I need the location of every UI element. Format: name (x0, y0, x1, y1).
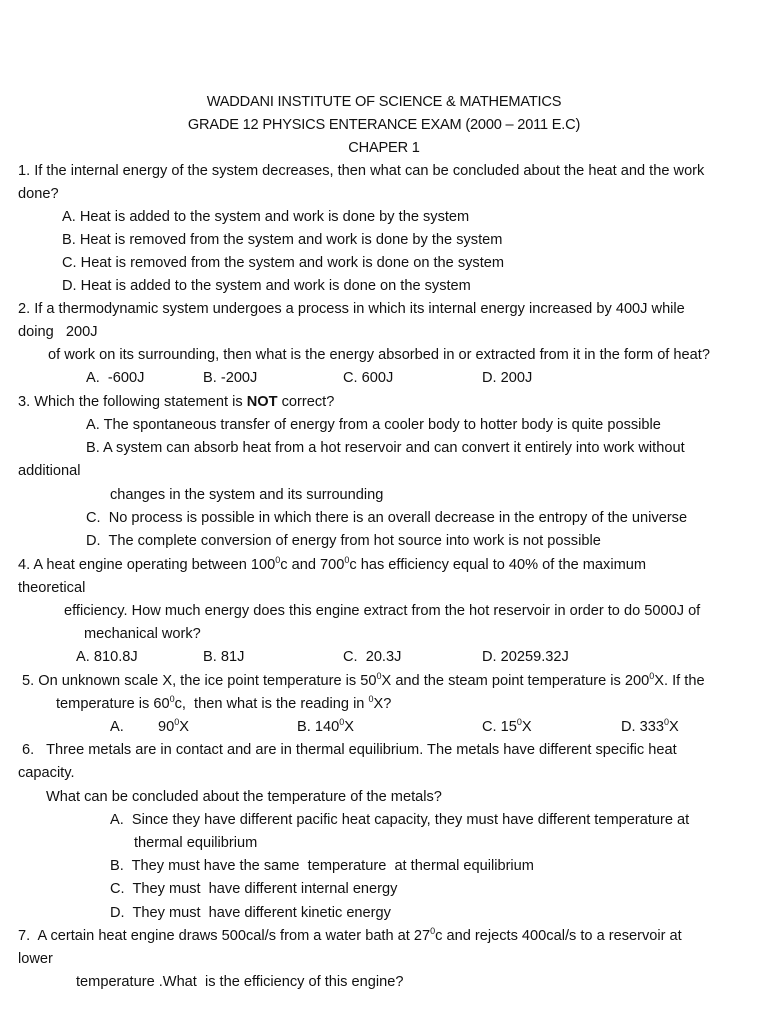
q5-line2-sup1: 0 (169, 694, 175, 704)
q5-option-b-unit: X (344, 719, 354, 735)
q7-text-line1 (18, 927, 682, 945)
q5-line2-sup2: 0 (368, 694, 374, 704)
q6-option-b: B. They must have the same temperature at thermal equilibrium (110, 858, 534, 874)
q4-degree-sup2: 0 (344, 555, 350, 565)
q4-text-part3: c has efficiency equal to 40% of the maximum (349, 557, 646, 573)
q2-option-a: A. -600J (86, 370, 145, 386)
q5-option-b-value: B. 140 (297, 719, 340, 735)
q5-degree-sup2: 0 (649, 671, 655, 681)
exam-title: GRADE 12 PHYSICS ENTERANCE EXAM (2000 – 2011 E.C) (187, 117, 581, 133)
q5-degree-sup1: 0 (376, 671, 382, 681)
q2-text-line1: 2. If a thermodynamic system undergoes a process in which its internal energy increased by 400J while (18, 301, 685, 317)
q5-option-b (297, 718, 354, 736)
q5-option-d (621, 718, 679, 736)
q3-option-c: C. No process is possible in which there is an overall decrease in the entropy of the universe (86, 510, 688, 526)
q6-text-line2: capacity. (18, 765, 75, 781)
q2-option-c: C. 600J (343, 370, 394, 386)
q4-text-part1: 4. A heat engine operating between 100 (18, 557, 276, 573)
q6-option-d: D. They must have different kinetic energy (110, 905, 391, 921)
q6-option-c: C. They must have different internal energy (110, 881, 398, 897)
q5-option-a (158, 718, 189, 736)
q3-option-b-line1: B. A system can absorb heat from a hot reservoir and can convert it entirely into work without (86, 440, 685, 456)
q7-text-part2: c and rejects 400cal/s to a reservoir at (435, 928, 682, 944)
q5-text-line2 (56, 695, 391, 713)
institute-title: WADDANI INSTITUTE OF SCIENCE & MATHEMATICS (206, 94, 562, 110)
q3-text-pre: 3. Which the following statement is (18, 394, 247, 410)
q7-degree-sup1: 0 (430, 926, 436, 936)
q4-option-b: B. 81J (203, 649, 245, 665)
q1-text-line1: 1. If the internal energy of the system decreases, then what can be concluded about the heat and the work (18, 163, 705, 179)
q5-option-d-value: D. 333 (621, 719, 664, 735)
q5-line2-part3: X? (373, 696, 392, 712)
q5-line2-part2: c, then what is the reading in (174, 696, 369, 712)
q7-text-line3: temperature .What is the efficiency of this engine? (76, 974, 404, 990)
q3-text (18, 393, 334, 411)
q3-option-a: A. The spontaneous transfer of energy from a cooler body to hotter body is quite possible (86, 417, 661, 433)
q3-option-d: D. The complete conversion of energy from hot source into work is not possible (86, 533, 601, 549)
q4-degree-sup1: 0 (275, 555, 281, 565)
q5-option-c (482, 718, 532, 736)
q6-option-a-line2: thermal equilibrium (134, 835, 258, 851)
q1-option-c: C. Heat is removed from the system and work is done on the system (62, 255, 505, 271)
q4-text-line2: theoretical (18, 580, 86, 596)
q1-text-line2: done? (18, 186, 59, 202)
q1-option-d: D. Heat is added to the system and work is done on the system (62, 278, 471, 294)
q5-text-part3: X. If the (654, 673, 705, 689)
q2-option-b: B. -200J (203, 370, 258, 386)
q5-option-b-sup: 0 (339, 717, 345, 727)
q5-line2-part1: temperature is 60 (56, 696, 170, 712)
q4-option-c: C. 20.3J (343, 649, 402, 665)
q3-option-b-line2: additional (18, 463, 81, 479)
q5-text-part2: X and the steam point temperature is 200 (381, 673, 650, 689)
chapter-title: CHAPER 1 (348, 140, 420, 156)
q5-option-c-value: C. 15 (482, 719, 517, 735)
q5-option-a-unit: X (179, 719, 189, 735)
q4-text-line1 (18, 556, 646, 574)
q4-option-d: D. 20259.32J (482, 649, 569, 665)
q6-text-line1: 6. Three metals are in contact and are in thermal equilibrium. The metals have different specific heat (22, 742, 677, 758)
q1-option-b: B. Heat is removed from the system and work is done by the system (62, 232, 503, 248)
q3-option-b-line3: changes in the system and its surrounding (110, 487, 384, 503)
q3-text-bold: NOT (246, 394, 278, 410)
q2-text-line2: doing 200J (18, 324, 98, 340)
q5-option-a-value: 90 (158, 719, 175, 735)
q1-option-a: A. Heat is added to the system and work is done by the system (62, 209, 470, 225)
q5-option-d-unit: X (669, 719, 679, 735)
q3-text-post: correct? (277, 394, 335, 410)
q7-text-line2: lower (18, 951, 53, 967)
q5-option-c-unit: X (521, 719, 532, 735)
q6-text-line3: What can be concluded about the temperature of the metals? (46, 789, 442, 805)
q5-text-part1: 5. On unknown scale X, the ice point temperature is 50 (22, 673, 377, 689)
q5-option-a-label: A. (110, 719, 124, 735)
q2-text-line3: of work on its surrounding, then what is the energy absorbed in or extracted from it in the form of heat? (48, 347, 710, 363)
q5-option-a-sup: 0 (174, 717, 180, 727)
q6-option-a-line1: A. Since they have different pacific heat capacity, they must have different temperature at (110, 812, 690, 828)
q4-option-a: A. 810.8J (76, 649, 138, 665)
q4-text-part2: c and 700 (280, 557, 345, 573)
q4-text-line4: mechanical work? (84, 626, 201, 642)
q5-option-c-sup: 0 (516, 717, 522, 727)
q5-text-line1 (22, 672, 705, 690)
q7-text-part1: 7. A certain heat engine draws 500cal/s from a water bath at 27 (18, 928, 431, 944)
q5-option-d-sup: 0 (664, 717, 670, 727)
q2-option-d: D. 200J (482, 370, 533, 386)
q4-text-line3: efficiency. How much energy does this engine extract from the hot reservoir in order to do 5000J of (64, 603, 701, 619)
